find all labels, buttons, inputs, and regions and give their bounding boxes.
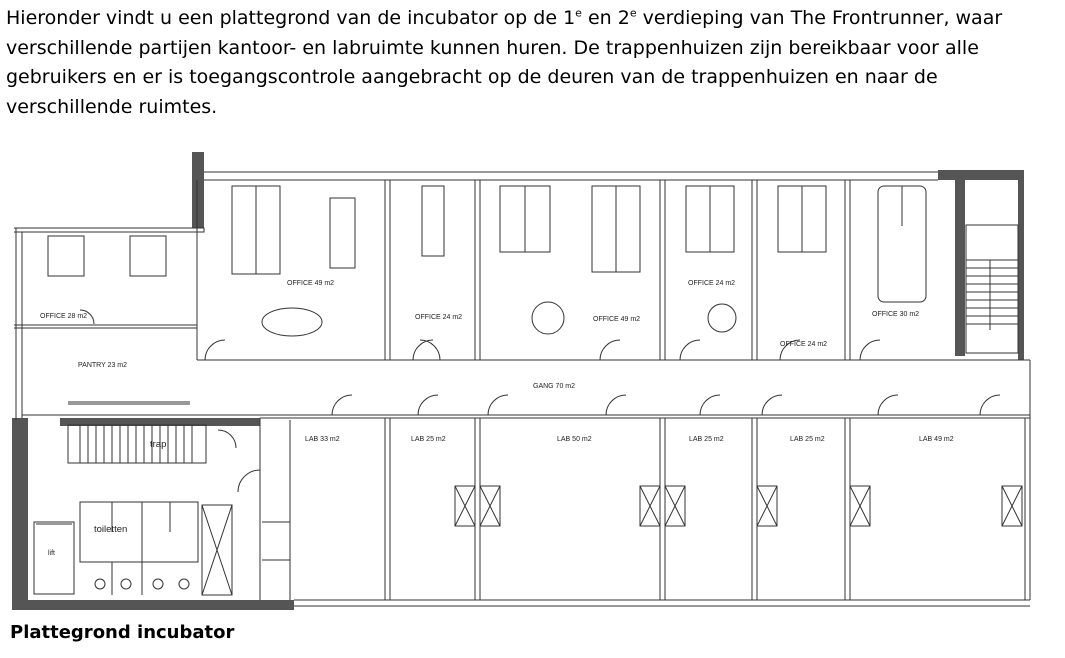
- stair-label: trap: [150, 439, 167, 450]
- room-label-office-24c: OFFICE 24 m2: [780, 341, 828, 348]
- room-label-lab-33: LAB 33 m2: [305, 436, 340, 443]
- room-label-office-49a: OFFICE 49 m2: [287, 280, 335, 287]
- room-label-pantry: PANTRY 23 m2: [78, 362, 128, 369]
- plan-caption: Plattegrond incubator: [10, 622, 235, 643]
- room-label-office-24b: OFFICE 24 m2: [688, 280, 736, 287]
- room-label-office-28: OFFICE 28 m2: [40, 313, 88, 320]
- toilets-label: toiletten: [94, 524, 128, 535]
- room-label-office-30: OFFICE 30 m2: [872, 311, 920, 318]
- room-label-lab-25c: LAB 25 m2: [790, 436, 825, 443]
- room-label-lab-49: LAB 49 m2: [919, 436, 954, 443]
- room-label-office-49b: OFFICE 49 m2: [593, 316, 641, 323]
- intro-sup-1: e: [575, 6, 582, 20]
- lift-label: lift: [48, 550, 55, 557]
- room-label-gang: GANG 70 m2: [533, 383, 576, 390]
- intro-text-3: verdieping van The Frontrunner, waar verschillende partijen kantoor- en labruimte kunnen huren. De trappenhuizen zijn bereikbaar voor alle gebruikers en er is toegangscontrole aangebracht op de deuren van de trappenhuizen en naar de verschillende ruimtes.: [6, 7, 1003, 118]
- intro-text-1: Hieronder vindt u een plattegrond van de incubator op de 1: [6, 7, 576, 29]
- room-label-lab-25b: LAB 25 m2: [689, 436, 724, 443]
- intro-sup-2: e: [629, 6, 637, 20]
- room-label-lab-25a: LAB 25 m2: [411, 436, 446, 443]
- intro-text-2: en 2: [581, 7, 630, 29]
- room-label-office-24a: OFFICE 24 m2: [415, 314, 463, 321]
- room-label-lab-50: LAB 50 m2: [557, 436, 592, 443]
